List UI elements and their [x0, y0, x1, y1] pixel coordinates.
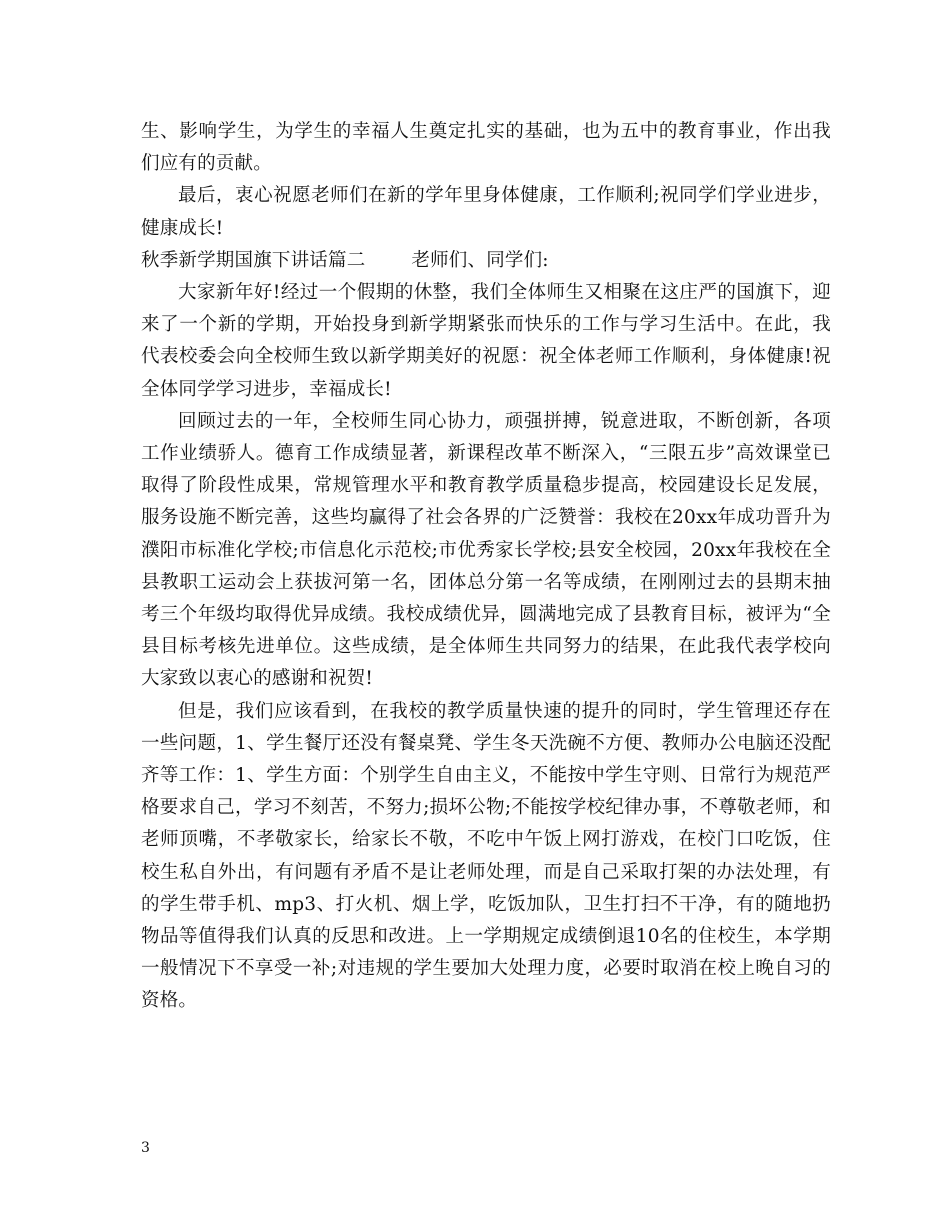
- paragraph-greeting: 大家新年好!经过一个假期的休整，我们全体师生又相聚在这庄严的国旗下，迎来了一个新的学期，开始投身到新学期紧张而快乐的工作与学习生活中。在此，我代表校委会向全校师生致以新学期美好的祝愿：祝全体老师工作顺利，身体健康!祝全体同学学习进步，幸福成长!: [141, 282, 831, 400]
- section-title: 秋季新学期国旗下讲话篇二: [141, 249, 366, 271]
- document-body: [141, 116, 831, 1018]
- page-number: 3: [141, 1140, 150, 1156]
- section-heading-line: [141, 245, 831, 277]
- paragraph-review: 回顾过去的一年，全校师生同心协力，顽强拼搏，锐意进取，不断创新，各项工作业绩骄人。德育工作成绩显著，新课程改革不断深入，“三限五步”高效课堂已取得了阶段性成果，常规管理水平和教育教学质量稳步提高，校园建设长足发展，服务设施不断完善，这些均赢得了社会各界的广泛赞誉：我校在20xx年成功晋升为濮阳市标准化学校;市信息化示范校;市优秀家长学校;县安全校园，20xx年我校在全县教职工运动会上获拔河第一名，团体总分第一名等成绩，在刚刚过去的县期末抽考三个年级均取得优异成绩。我校成绩优异，圆满地完成了县教育目标，被评为“全县目标考核先进单位。这些成绩，是全体师生共同努力的结果，在此我代表学校向大家致以衷心的感谢和祝贺!: [141, 410, 831, 690]
- salutation: 老师们、同学们:: [411, 249, 549, 271]
- paragraph-problems: 但是，我们应该看到，在我校的教学质量快速的提升的同时，学生管理还存在一些问题，1、学生餐厅还没有餐桌凳、学生冬天洗碗不方便、教师办公电脑还没配齐等工作：1、学生方面：个别学生自由主义，不能按中学生守则、日常行为规范严格要求自己，学习不刻苦，不努力;损坏公物;不能按学校纪律办事，不尊敬老师，和老师顶嘴，不孝敬家长，给家长不敬，不吃中午饭上网打游戏，在校门口吃饭，住校生私自外出，有问题有矛盾不是让老师处理，而是自己采取打架的办法处理，有的学生带手机、mp3、打火机、烟上学，吃饭加队，卫生打扫不干净，有的随地扔物品等值得我们认真的反思和改进。上一学期规定成绩倒退10名的住校生，本学期一般情况下不享受一补;对违规的学生要加大处理力度，必要时取消在校上晚自习的资格。: [141, 700, 831, 1012]
- paragraph-closing-wishes: 最后，衷心祝愿老师们在新的学年里身体健康，工作顺利;祝同学们学业进步，健康成长!: [141, 185, 831, 239]
- paragraph-continuation: 生、影响学生，为学生的幸福人生奠定扎实的基础，也为五中的教育事业，作出我们应有的贡献。: [141, 121, 831, 175]
